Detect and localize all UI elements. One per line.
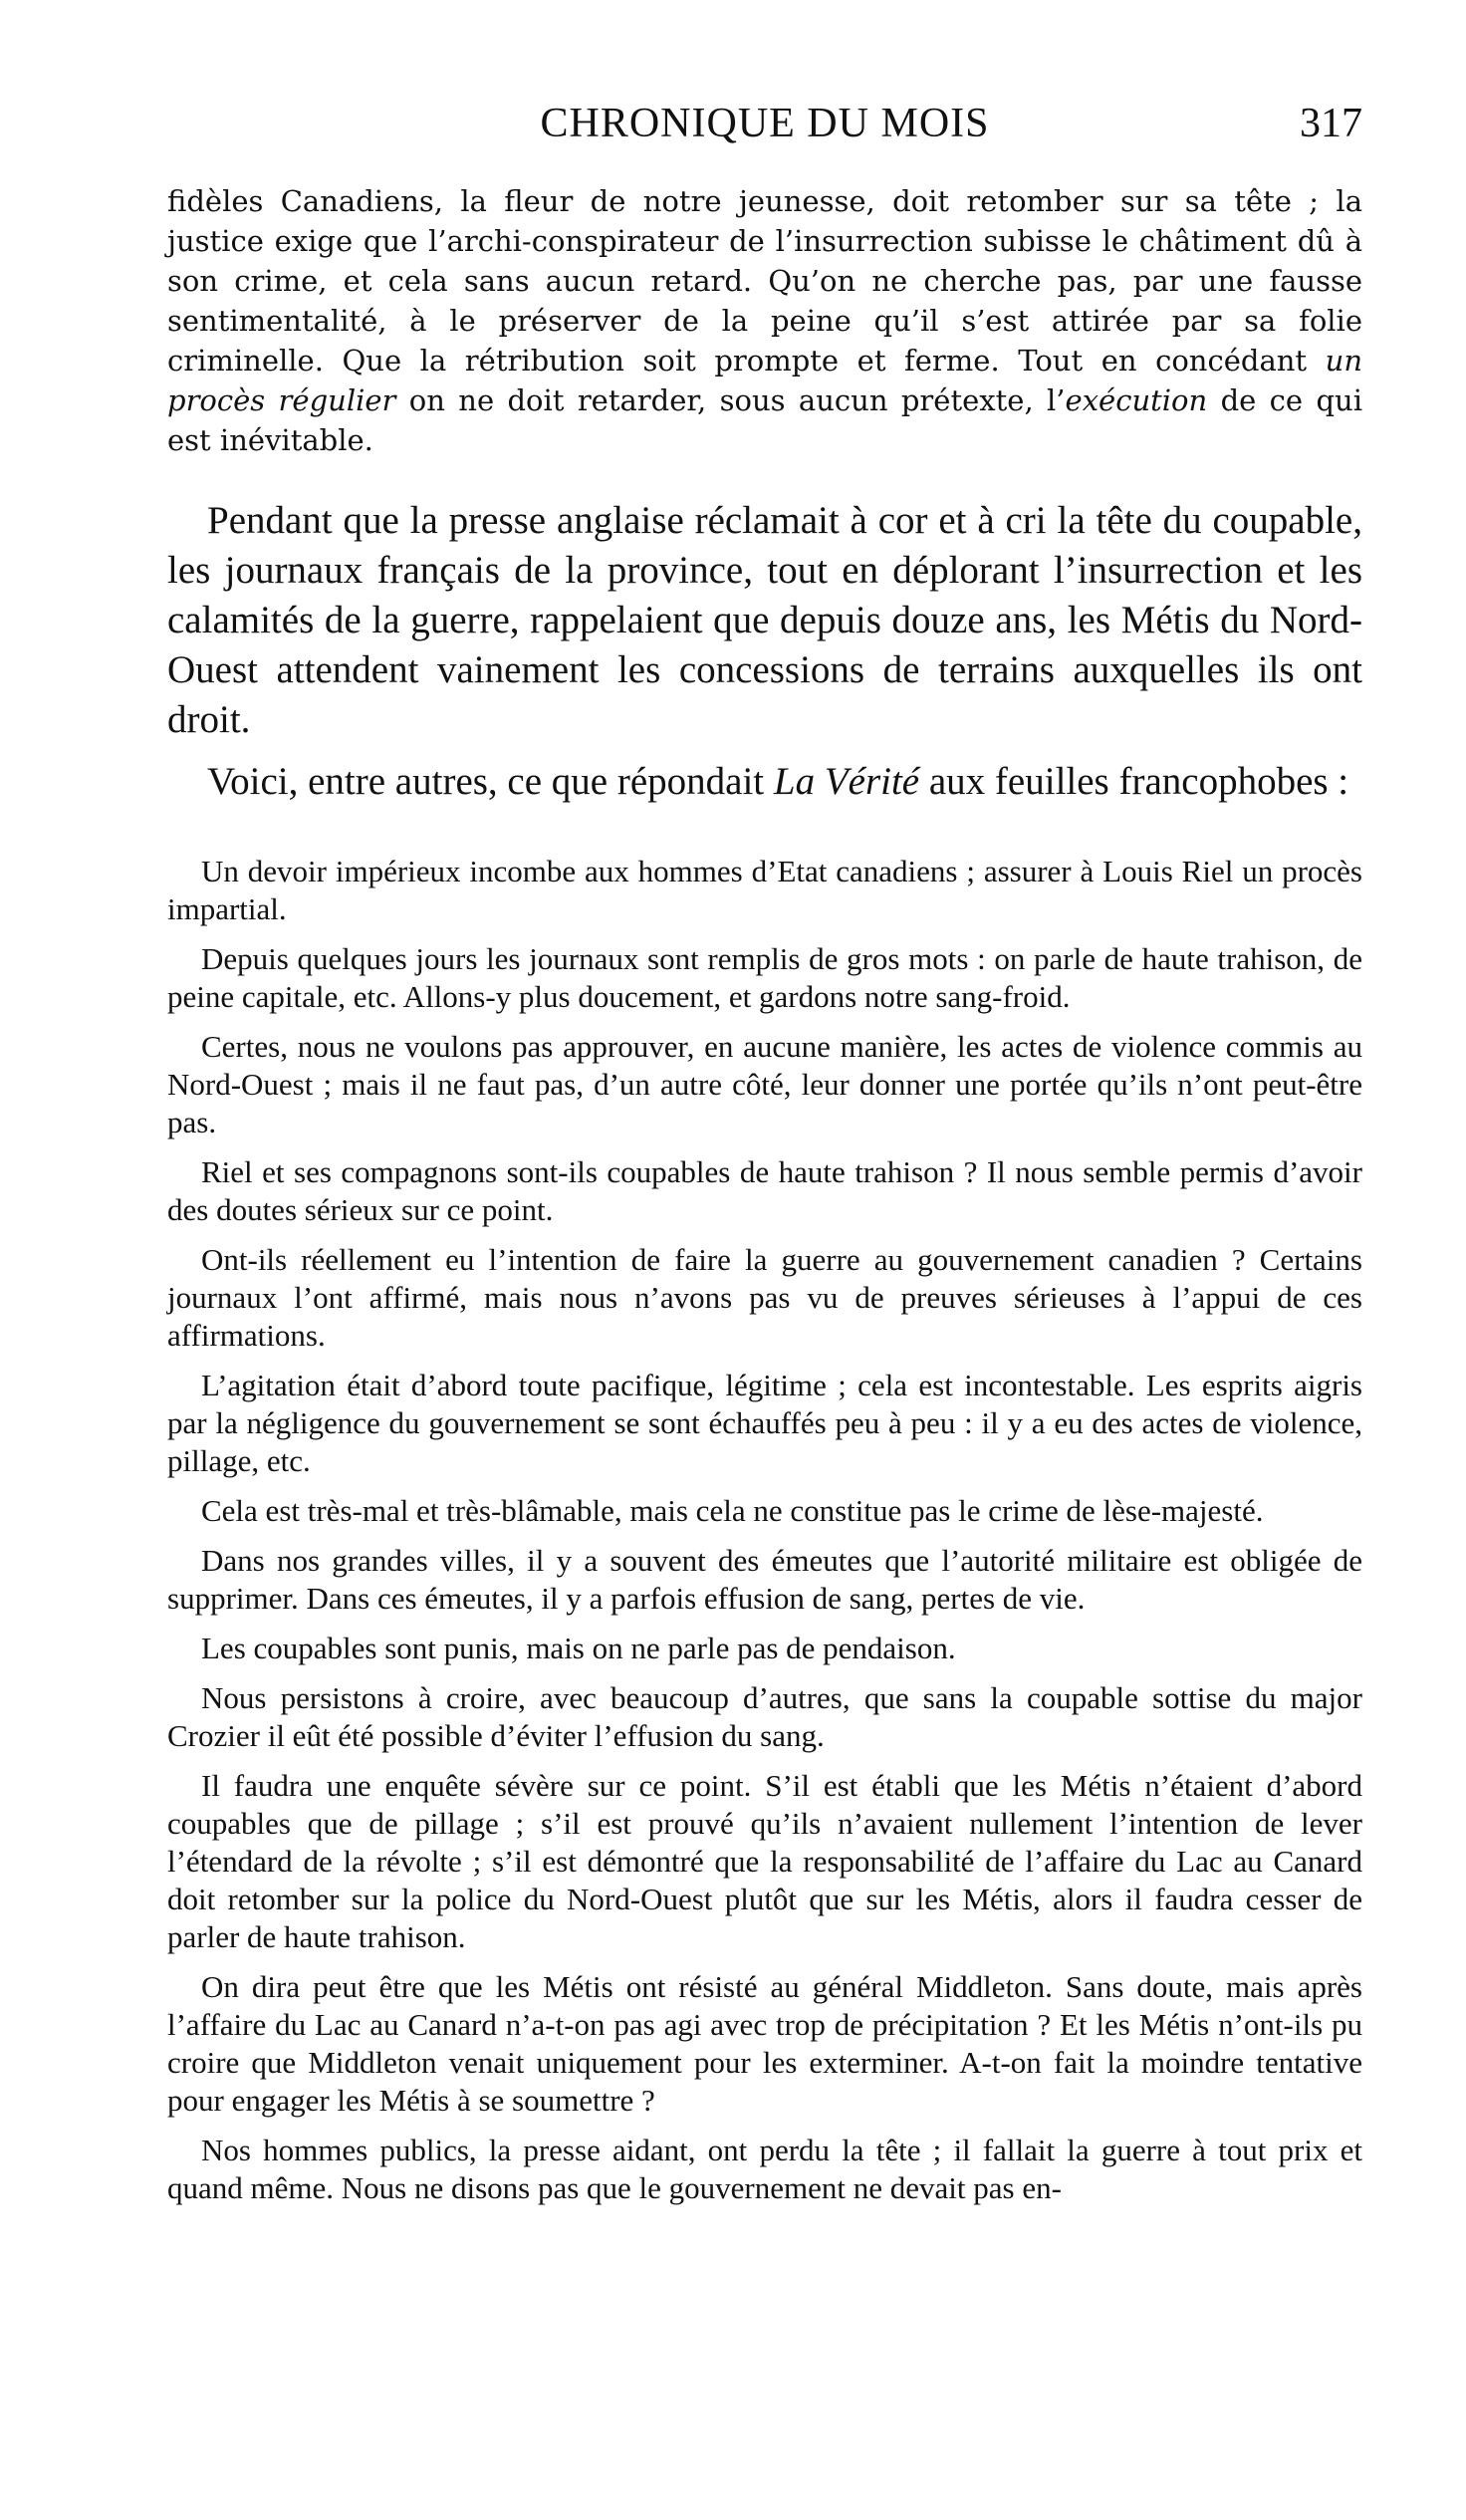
quote-paragraph: L’agitation était d’abord toute pacifique, légitime ; cela est incontestable. Les esprits aigris par la négligence du gouvernement se sont échauffés peu à peu : il y a eu des actes de violence, pillage, etc. <box>167 1368 1362 1478</box>
quote-italic-execution: exécution <box>1065 383 1208 417</box>
page-number: 317 <box>1300 101 1362 146</box>
body-text-span: Voici, entre autres, ce que répondait <box>207 760 774 803</box>
body-paragraph: Pendant que la presse anglaise réclamait à cor et à cri la tête du coupable, les journaux français de la province, tout en déplorant l’insurrection et les calamités de la guerre, rappelaient que depuis douze ans, les Métis du Nord-Ouest attendent vainement les concessions de terrains auxquelles ils ont droit. <box>167 499 1362 741</box>
quote-text: on ne doit retarder, sous aucun prétexte, l’ <box>395 383 1066 417</box>
body-text-span: aux feuilles francophobes : <box>919 760 1349 803</box>
quote-paragraph: Ont-ils réellement eu l’intention de faire la guerre au gouvernement canadien ? Certains journaux l’ont affirmé, mais nous n’avons pas vu de preuves sérieuses à l’appui de ces affirmations. <box>167 1242 1362 1353</box>
quote-paragraph: Cela est très-mal et très-blâmable, mais cela ne constitue pas le crime de lèse-majesté. <box>201 1493 1264 1528</box>
quote-paragraph: Nos hommes publics, la presse aidant, ont perdu la tête ; il fallait la guerre à tout prix et quand même. Nous ne disons pas que le gouvernement ne devait pas en- <box>167 2133 1362 2205</box>
running-title: CHRONIQUE DU MOIS <box>540 101 990 146</box>
quote-paragraph: Certes, nous ne voulons pas approuver, en aucune manière, les actes de violence commis au Nord-Ouest ; mais il ne faut pas, d’un autre côté, leur donner une portée qu’ils n’ont peut-être pas. <box>167 1029 1362 1139</box>
quote-continuation-paragraph <box>167 181 1362 460</box>
quote-paragraph: Il faudra une enquête sévère sur ce point. S’il est établi que les Métis n’étaient d’abord coupables que de pillage ; s’il est prouvé qu’ils n’avaient nullement l’intention de lever l’étendard de la révolte ; s’il est démontré que la responsabilité de l’affaire du Lac au Canard doit retomber sur la police du Nord-Ouest plutôt que sur les Métis, alors il faudra cesser de parler de haute trahison. <box>167 1768 1362 1954</box>
body-paragraph <box>167 757 1362 807</box>
quote-paragraph: Depuis quelques jours les journaux sont remplis de gros mots : on parle de haute trahison, de peine capitale, etc. Allons-y plus doucement, et gardons notre sang-froid. <box>167 941 1362 1014</box>
page <box>167 100 1362 2219</box>
quote-continuation <box>167 181 1362 460</box>
quote-text: fidèles Canadiens, la fleur de notre jeunesse, doit retomber sur sa tête ; la justice exige que l’archi-conspirateur de l’insurrection subisse le châtiment dû à son crime, et cela sans aucun retard. Qu’on ne cherche pas, par une fausse sentimentalité, à le préserver de la peine qu’il s’est attirée par sa folie criminelle. Que la rétribution soit prompte et ferme. Tout en concédant <box>167 184 1362 378</box>
quote-paragraph: Un devoir impérieux incombe aux hommes d’Etat canadiens ; assurer à Louis Riel un procès impartial. <box>167 854 1362 926</box>
quote-paragraph: Nous persistons à croire, avec beaucoup d’autres, que sans la coupable sottise du major Crozier il eût été possible d’éviter l’effusion du sang. <box>167 1680 1362 1753</box>
page-header <box>167 100 1362 161</box>
quote-text: de ce qui est inévitable. <box>167 383 1362 457</box>
quote-paragraph: Riel et ses compagnons sont-ils coupables de haute trahison ? Il nous semble permis d’avoir des doutes sérieux sur ce point. <box>167 1154 1362 1227</box>
quote-block <box>167 853 1362 2207</box>
quote-paragraph: Les coupables sont punis, mais on ne parle pas de pendaison. <box>201 1631 956 1665</box>
newspaper-title: La Vérité <box>773 760 920 803</box>
quote-paragraph: Dans nos grandes villes, il y a souvent des émeutes que l’autorité militaire est obligée de supprimer. Dans ces émeutes, il y a parfois effusion de sang, pertes de vie. <box>167 1543 1362 1616</box>
quote-paragraph: On dira peut être que les Métis ont résisté au général Middleton. Sans doute, mais après l’affaire du Lac au Canard n’a-t-on pas agi avec trop de précipitation ? Et les Métis n’ont-ils pu croire que Middleton venait uniquement pour les exterminer. A-t-on fait la moindre tentative pour engager les Métis à se soumettre ? <box>167 1969 1362 2118</box>
quote-italic-proces: un procès régulier <box>167 344 1362 417</box>
body-text <box>167 496 1362 807</box>
